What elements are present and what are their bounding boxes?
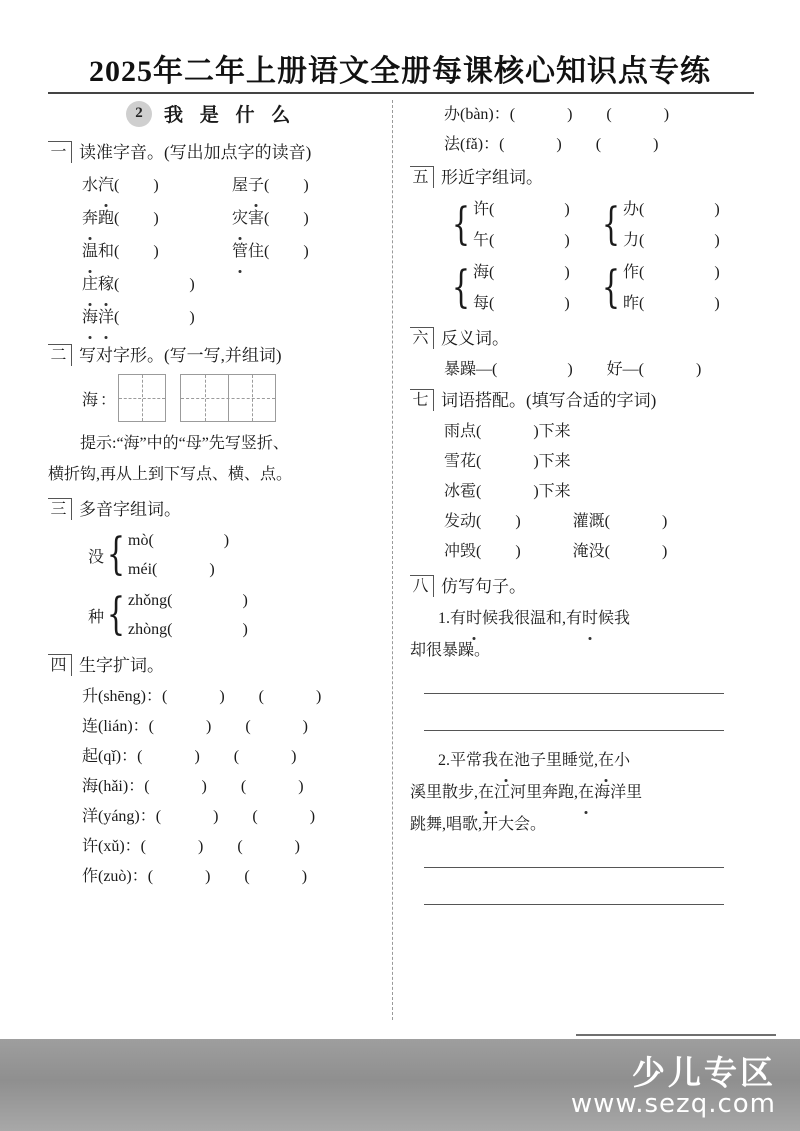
lesson-title: 我 是 什 么 bbox=[164, 105, 297, 126]
item-number: 1. bbox=[438, 610, 450, 627]
writing-grid-cell[interactable] bbox=[118, 374, 166, 422]
section-6-title: 反义词。 bbox=[441, 329, 509, 348]
word-row bbox=[82, 301, 388, 334]
sentence-2 bbox=[410, 745, 750, 841]
char-label: 海( bbox=[473, 264, 495, 281]
paren: ) bbox=[564, 201, 570, 218]
word-cell bbox=[82, 268, 232, 301]
paren: ( bbox=[114, 276, 120, 293]
paren: ) bbox=[714, 201, 720, 218]
paren: ) bbox=[194, 748, 200, 765]
sentence-1 bbox=[410, 603, 750, 667]
paren: ) bbox=[714, 295, 720, 312]
paren: ) bbox=[564, 264, 570, 281]
paren: ( bbox=[245, 718, 251, 735]
reading-row bbox=[128, 615, 248, 644]
antonym-label: 暴躁—( bbox=[444, 361, 498, 378]
word-cell bbox=[82, 235, 232, 268]
similar-char-item bbox=[623, 194, 720, 225]
collocation-row bbox=[444, 537, 750, 567]
answer-line[interactable] bbox=[424, 730, 724, 731]
paren: ) bbox=[653, 136, 659, 153]
paren: ) bbox=[567, 361, 573, 378]
paren: ) bbox=[714, 264, 720, 281]
char-label: 午( bbox=[473, 232, 495, 249]
section-7-number: 七 bbox=[410, 389, 434, 411]
right-column bbox=[410, 100, 750, 907]
emphasis-phrase: 在 bbox=[498, 745, 514, 777]
paren: ( bbox=[237, 838, 243, 855]
paren: ) bbox=[315, 688, 322, 705]
word-cell bbox=[82, 301, 232, 334]
hint-line-1 bbox=[48, 428, 388, 459]
item-number: 2. bbox=[438, 752, 450, 769]
collocation-tail: )下来 bbox=[533, 453, 571, 470]
brand-name: 少儿专区 bbox=[632, 1053, 776, 1092]
paren: ( bbox=[264, 210, 270, 227]
antonym-label: 好—( bbox=[606, 361, 645, 378]
paren: ) bbox=[153, 177, 159, 194]
word-cell bbox=[232, 202, 382, 235]
sentence-1-line-2 bbox=[410, 635, 750, 667]
paren: ) bbox=[294, 838, 300, 855]
paren: ) bbox=[303, 243, 309, 260]
brand-divider bbox=[576, 1034, 776, 1036]
paren: ) bbox=[153, 210, 159, 227]
section-2-number: 二 bbox=[48, 344, 72, 366]
sentence-text: 海洋里 bbox=[594, 784, 643, 801]
paren: ( bbox=[606, 106, 612, 123]
paren: ) bbox=[242, 621, 248, 638]
word-char: 害 bbox=[248, 210, 265, 227]
word-char-dotted: 庄 bbox=[82, 268, 98, 301]
similar-char-item bbox=[473, 257, 570, 288]
paren: ) bbox=[714, 232, 720, 249]
brace-icon: { bbox=[451, 199, 471, 250]
vocab-row bbox=[82, 862, 388, 892]
brace-icon: { bbox=[601, 199, 621, 250]
vocab-row bbox=[82, 712, 388, 742]
vocab-row bbox=[82, 802, 388, 832]
word-char-dotted: 汽 bbox=[98, 169, 114, 202]
similar-char-items bbox=[623, 257, 720, 319]
similar-char-group bbox=[600, 257, 750, 319]
similar-char-items bbox=[623, 194, 720, 256]
section-3-header bbox=[48, 498, 388, 522]
word-char-dotted: 稼 bbox=[98, 268, 114, 301]
section-1 bbox=[48, 141, 388, 334]
reading-label: zhǒng( bbox=[128, 592, 173, 609]
char-label: 力( bbox=[623, 232, 645, 249]
reading-row bbox=[128, 586, 248, 615]
brand-url[interactable]: www.sezq.com bbox=[570, 1089, 776, 1119]
paren: ) bbox=[189, 309, 195, 326]
vocab-row bbox=[82, 682, 388, 712]
paren: ( bbox=[264, 243, 270, 260]
word-row bbox=[82, 169, 388, 202]
paren: ( bbox=[233, 748, 240, 765]
sentence-1-line-1 bbox=[410, 603, 750, 635]
section-7-lines bbox=[410, 417, 750, 567]
reading-label: mò( bbox=[128, 532, 154, 549]
word-char-dotted: 灾 bbox=[232, 202, 248, 235]
word-char: 住 bbox=[248, 243, 265, 260]
sentence-text: 池子里睡觉, bbox=[514, 752, 599, 769]
word-char: 和 bbox=[98, 243, 115, 260]
vocab-label: 升(shēng)：( bbox=[82, 688, 168, 705]
sentence-text: 小 bbox=[614, 752, 631, 769]
vocab-row bbox=[82, 832, 388, 862]
brace-icon: { bbox=[601, 262, 621, 313]
answer-line[interactable] bbox=[424, 904, 724, 905]
paren: ( bbox=[240, 778, 247, 795]
collocation-row bbox=[444, 507, 750, 537]
vocab-row bbox=[82, 772, 388, 802]
paren: ) bbox=[298, 778, 304, 795]
paren: ) bbox=[223, 532, 230, 549]
paren: ) bbox=[303, 177, 309, 194]
section-5-header bbox=[410, 166, 750, 190]
section-4 bbox=[48, 654, 388, 892]
section-8-title: 仿写句子。 bbox=[441, 577, 526, 596]
section-2-hint bbox=[48, 428, 388, 490]
char-label: 每( bbox=[473, 295, 495, 312]
sentence-text: 我很温和, bbox=[498, 610, 567, 627]
emphasis-phrase: 在 bbox=[578, 777, 594, 809]
collocation-row bbox=[444, 477, 750, 507]
paren: ) bbox=[564, 232, 570, 249]
brand-footer bbox=[0, 1039, 800, 1131]
vocab-label: 海(hǎi)：( bbox=[82, 778, 150, 795]
sentence-text: 我 bbox=[614, 610, 631, 627]
section-5 bbox=[410, 166, 750, 319]
paren: ( bbox=[264, 177, 270, 194]
sentence-2-line-2 bbox=[410, 777, 750, 809]
paren: ( bbox=[114, 309, 120, 326]
section-4-header bbox=[48, 654, 388, 678]
section-1-number: 一 bbox=[48, 141, 72, 163]
paren: ) bbox=[209, 561, 215, 578]
collocation-label: 雨点( bbox=[444, 423, 482, 440]
reading-label: méi( bbox=[128, 561, 158, 578]
paren: ) bbox=[303, 210, 309, 227]
writing-grid-double-cell[interactable] bbox=[180, 374, 276, 422]
page-title: 2025年二年上册语文全册每课核心知识点专练 bbox=[89, 55, 711, 88]
answer-line[interactable] bbox=[424, 693, 724, 694]
emphasis-phrase: 在 bbox=[478, 777, 494, 809]
polyphone-readings bbox=[128, 586, 248, 644]
word-row bbox=[82, 235, 388, 268]
hint-text: 提示:“海”中的“母”先写竖折、 bbox=[80, 435, 289, 452]
emphasis-phrase: 有时候 bbox=[566, 603, 614, 635]
polyphone-group bbox=[48, 586, 388, 644]
paren: ) bbox=[302, 718, 308, 735]
section-7-title: 词语搭配。(填写合适的字词) bbox=[441, 391, 657, 410]
grid-char-label: 海 bbox=[82, 391, 99, 409]
char-label: 办( bbox=[623, 201, 645, 218]
char-label: 许( bbox=[473, 201, 495, 218]
section-6-items bbox=[410, 355, 750, 385]
section-8-header bbox=[410, 575, 750, 599]
word-cell bbox=[82, 202, 232, 235]
paren: ) bbox=[515, 513, 521, 530]
similar-char-row bbox=[410, 194, 750, 256]
similar-char-item bbox=[473, 194, 570, 225]
paren: ) bbox=[219, 688, 225, 705]
word-row bbox=[82, 202, 388, 235]
similar-char-item bbox=[623, 225, 720, 256]
paren: ) bbox=[153, 243, 159, 260]
collocation-row bbox=[444, 447, 750, 477]
paren: ) bbox=[567, 106, 573, 123]
sentence-2-line-3 bbox=[410, 809, 750, 841]
similar-char-group bbox=[450, 194, 600, 256]
vocab-label: 连(lián)：( bbox=[82, 718, 154, 735]
section-6-number: 六 bbox=[410, 327, 434, 349]
paren: ( bbox=[244, 868, 250, 885]
similar-char-item bbox=[473, 225, 570, 256]
collocation-tail: )下来 bbox=[533, 483, 571, 500]
reading-row bbox=[128, 555, 229, 584]
emphasis-phrase: 在 bbox=[598, 745, 614, 777]
sentence-text: 却很暴躁。 bbox=[410, 642, 491, 659]
paren: ) bbox=[189, 276, 195, 293]
section-1-title: 读准字音。(写出加点字的读音) bbox=[79, 143, 312, 162]
title-divider bbox=[48, 92, 754, 94]
similar-char-group bbox=[600, 194, 750, 256]
section-5-number: 五 bbox=[410, 166, 434, 188]
polyphone-readings bbox=[128, 526, 229, 584]
sentence-text: 溪里散步, bbox=[410, 784, 479, 801]
char-label: 昨( bbox=[623, 295, 645, 312]
hint-text: 横折钩,再从上到下写点、横、点。 bbox=[48, 466, 293, 483]
section-1-header bbox=[48, 141, 388, 165]
paren: ) bbox=[515, 543, 521, 560]
paren: ) bbox=[696, 361, 702, 378]
hint-line-2 bbox=[48, 459, 388, 490]
collocation-label: 雪花( bbox=[444, 453, 482, 470]
lesson-number-badge: 2 bbox=[126, 101, 152, 127]
left-column bbox=[48, 100, 388, 894]
similar-char-row bbox=[410, 257, 750, 319]
word-char-dotted: 洋 bbox=[98, 301, 114, 334]
similar-char-item bbox=[623, 288, 720, 319]
paren: ) bbox=[213, 808, 219, 825]
section-6-header bbox=[410, 327, 750, 351]
vocab-label: 洋(yáng)：( bbox=[82, 808, 162, 825]
answer-line[interactable] bbox=[424, 867, 724, 868]
word-char-dotted: 子 bbox=[248, 169, 264, 202]
similar-char-group bbox=[450, 257, 600, 319]
similar-char-items bbox=[473, 194, 570, 256]
paren: ) bbox=[291, 748, 297, 765]
section-4-continued bbox=[410, 100, 750, 160]
vocab-label: 作(zuò)：( bbox=[82, 868, 154, 885]
word-char: 屋 bbox=[232, 177, 249, 194]
section-4-number: 四 bbox=[48, 654, 72, 676]
paren: ) bbox=[662, 543, 668, 560]
paren: ) bbox=[663, 106, 670, 123]
sentence-2-line-1 bbox=[410, 745, 750, 777]
section-3-title: 多音字组词。 bbox=[79, 500, 181, 519]
paren: ) bbox=[309, 808, 316, 825]
char-label: 作( bbox=[623, 264, 645, 281]
emphasis-phrase: 有时候 bbox=[450, 603, 498, 635]
section-3-number: 三 bbox=[48, 498, 72, 520]
collocation-label: 灌溉( bbox=[572, 513, 611, 530]
vocab-row bbox=[444, 130, 750, 160]
word-cell bbox=[232, 169, 382, 202]
section-7-header bbox=[410, 389, 750, 413]
paren: ) bbox=[301, 868, 308, 885]
similar-char-item bbox=[623, 257, 720, 288]
sentence-text: 江河里奔跑, bbox=[494, 784, 579, 801]
similar-char-items bbox=[473, 257, 570, 319]
paren: ) bbox=[662, 513, 668, 530]
paren: ( bbox=[114, 210, 120, 227]
paren: ) bbox=[205, 868, 211, 885]
section-4-entries bbox=[48, 682, 388, 892]
vocab-label: 起(qǐ)：( bbox=[82, 748, 143, 765]
collocation-label: 发动( bbox=[444, 513, 482, 530]
section-6 bbox=[410, 327, 750, 385]
reading-label: zhòng( bbox=[128, 621, 173, 638]
word-cell bbox=[82, 169, 232, 202]
vocab-row bbox=[444, 100, 750, 130]
vocab-label: 许(xǔ)：( bbox=[82, 838, 146, 855]
vocab-label: 办(bàn)：( bbox=[444, 106, 516, 123]
paren: ) bbox=[201, 778, 207, 795]
section-7 bbox=[410, 389, 750, 567]
similar-char-item bbox=[473, 288, 570, 319]
paren: ) bbox=[198, 838, 204, 855]
sentence-text: 跳舞,唱歌,开大会。 bbox=[410, 816, 547, 833]
section-8 bbox=[410, 575, 750, 905]
paren: ) bbox=[564, 295, 570, 312]
sentence-text: 平常我 bbox=[450, 752, 499, 769]
paren: ) bbox=[556, 136, 562, 153]
paren: ) bbox=[205, 718, 212, 735]
word-char-dotted: 管 bbox=[232, 235, 248, 268]
brace-icon: { bbox=[106, 589, 126, 640]
column-divider bbox=[392, 100, 393, 1020]
section-2-title: 写对字形。(写一写,并组词) bbox=[79, 346, 282, 365]
word-row bbox=[82, 268, 388, 301]
collocation-label: 冰雹( bbox=[444, 483, 482, 500]
vocab-label: 法(fǎ)：( bbox=[444, 136, 505, 153]
section-3 bbox=[48, 498, 388, 644]
polyphone-char: 没 bbox=[88, 548, 105, 566]
paren: ) bbox=[242, 592, 248, 609]
antonym-row bbox=[444, 355, 750, 385]
collocation-label: 淹没( bbox=[572, 543, 611, 560]
word-char-dotted: 奔 bbox=[82, 202, 98, 235]
collocation-tail: )下来 bbox=[533, 423, 571, 440]
word-char-dotted: 温 bbox=[82, 235, 98, 268]
polyphone-group bbox=[48, 526, 388, 584]
collocation-row bbox=[444, 417, 750, 447]
paren: ( bbox=[258, 688, 264, 705]
grid-colon: ： bbox=[100, 391, 117, 409]
lesson-header bbox=[126, 100, 388, 127]
section-2 bbox=[48, 344, 388, 490]
word-cell bbox=[232, 235, 382, 268]
vocab-row bbox=[82, 742, 388, 772]
brace-icon: { bbox=[451, 262, 471, 313]
paren: ( bbox=[252, 808, 258, 825]
paren: ( bbox=[595, 136, 602, 153]
paren: ( bbox=[114, 243, 120, 260]
section-2-header bbox=[48, 344, 388, 368]
writing-grid-row bbox=[48, 374, 388, 422]
polyphone-char: 种 bbox=[88, 608, 105, 626]
word-char-dotted: 海 bbox=[82, 301, 98, 334]
word-char: 跑 bbox=[98, 210, 115, 227]
collocation-label: 冲毁( bbox=[444, 543, 482, 560]
word-char: 水 bbox=[82, 177, 99, 194]
section-1-words bbox=[48, 169, 388, 334]
brace-icon: { bbox=[106, 529, 126, 580]
reading-row bbox=[128, 526, 229, 555]
paren: ( bbox=[114, 177, 120, 194]
section-4-title: 生字扩词。 bbox=[79, 656, 164, 675]
section-8-number: 八 bbox=[410, 575, 434, 597]
section-5-title: 形近字组词。 bbox=[441, 168, 543, 187]
